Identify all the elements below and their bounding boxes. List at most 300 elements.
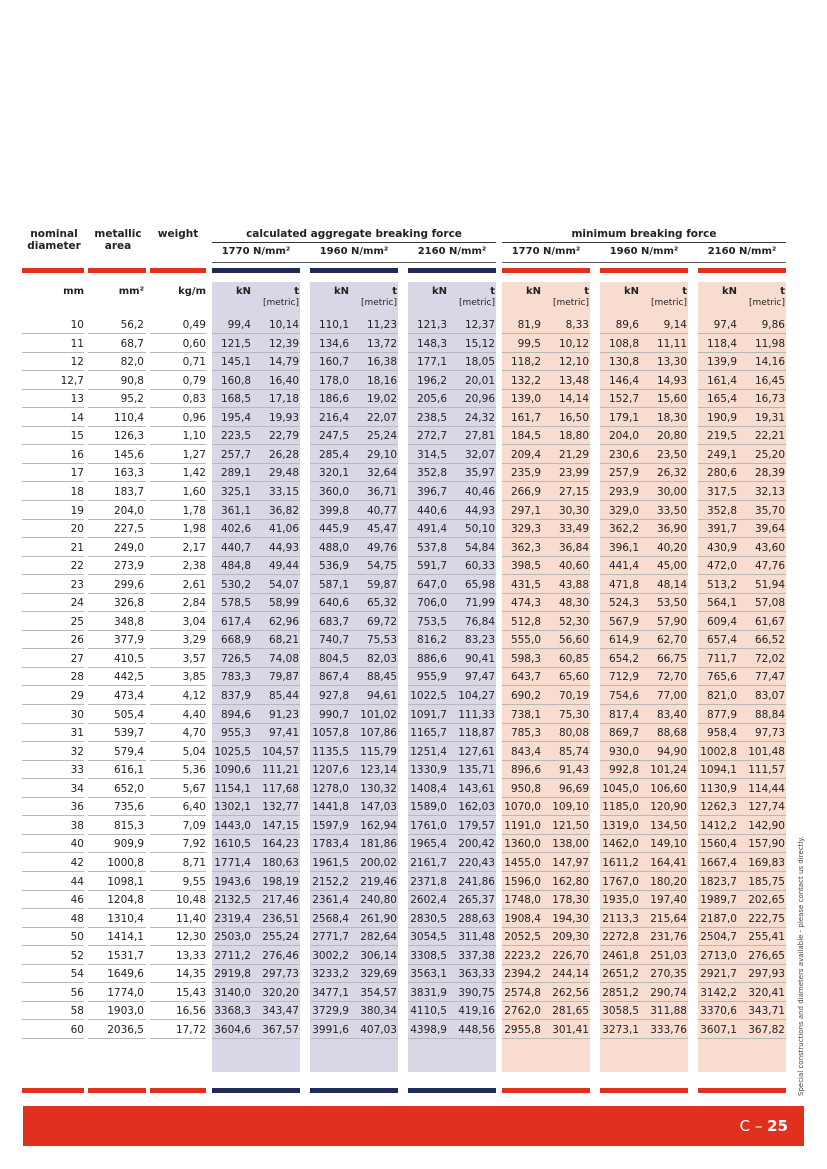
grade-calc-rule	[212, 262, 496, 263]
cell-diameter: 22	[70, 560, 84, 573]
unit-t-min-1960: t	[682, 286, 687, 297]
cell-calc-2160-t: 15,12	[464, 337, 495, 350]
page-number-prefix: C –	[739, 1117, 768, 1135]
cell-min-2160-t: 297,93	[748, 968, 785, 981]
cell-calc-2160-kn: 1761,0	[410, 819, 447, 832]
cell-calc-2160-t: 179,57	[458, 819, 495, 832]
cell-min-1770-kn: 2052,5	[504, 931, 541, 944]
cell-min-1960-kn: 2461,8	[602, 949, 639, 962]
cell-calc-1770-kn: 2919,8	[214, 968, 251, 981]
cell-calc-1770-t: 62,96	[268, 615, 299, 628]
cell-min-1770-t: 8,33	[565, 319, 589, 331]
cell-weight: 7,09	[182, 819, 206, 832]
cell-min-1960-kn: 1462,0	[602, 838, 639, 851]
footer-bar	[23, 1106, 804, 1146]
cell-min-1770-t: 48,30	[558, 597, 589, 610]
unit-kn-min-2160: kN	[721, 286, 737, 297]
cell-calc-1960-kn: 804,5	[318, 652, 349, 665]
table-row	[0, 780, 827, 798]
cell-calc-1960-t: 94,61	[366, 690, 397, 702]
cell-calc-1770-t: 22,79	[268, 430, 299, 443]
cell-weight: 5,36	[182, 764, 206, 777]
cell-min-2160-t: 88,84	[754, 708, 785, 721]
cell-min-2160-kn: 3370,6	[700, 1005, 737, 1018]
table-row	[0, 335, 827, 353]
cell-min-1960-kn: 329,0	[608, 504, 639, 517]
cell-min-2160-t: 66,52	[754, 634, 785, 647]
cell-diameter: 42	[70, 856, 84, 869]
cell-calc-1770-kn: 783,3	[220, 671, 251, 684]
table-row	[0, 409, 827, 427]
cell-min-2160-t: 276,65	[748, 949, 785, 962]
cell-calc-1960-t: 101,02	[360, 708, 397, 721]
cell-calc-1960-kn: 990,7	[318, 708, 349, 721]
bar-top-calc-2160	[408, 268, 496, 273]
cell-area: 299,6	[113, 578, 144, 591]
cell-calc-1770-kn: 160,8	[220, 374, 251, 387]
cell-calc-2160-t: 50,10	[464, 523, 495, 536]
cell-min-2160-t: 22,21	[754, 430, 785, 443]
bar-bottom-calc-1770	[212, 1088, 300, 1093]
cell-calc-1770-kn: 837,9	[220, 690, 251, 702]
cell-calc-1960-t: 82,03	[366, 652, 397, 665]
cell-calc-1960-kn: 683,7	[318, 615, 349, 628]
cell-diameter: 46	[70, 894, 84, 907]
cell-min-1960-t: 18,30	[656, 411, 687, 424]
cell-min-2160-t: 367,82	[748, 1023, 785, 1036]
cell-calc-2160-t: 18,05	[464, 356, 495, 369]
cell-calc-1770-kn: 1943,6	[214, 875, 251, 888]
cell-min-2160-t: 57,08	[754, 597, 785, 610]
cell-min-1770-t: 147,97	[552, 856, 589, 869]
cell-weight: 13,33	[175, 949, 206, 962]
cell-calc-2160-kn: 537,8	[416, 541, 447, 554]
cell-calc-1770-kn: 121,5	[220, 337, 251, 350]
cell-calc-1770-t: 68,21	[268, 634, 299, 647]
cell-min-2160-kn: 2921,7	[700, 968, 737, 981]
cell-calc-1770-kn: 1154,1	[214, 782, 251, 795]
cell-calc-1770-kn: 2503,0	[214, 931, 251, 944]
cell-min-1770-kn: 598,3	[510, 652, 541, 665]
cell-calc-2160-t: 20,96	[464, 393, 495, 406]
cell-diameter: 50	[70, 931, 84, 944]
cell-calc-2160-t: 71,99	[464, 597, 495, 610]
cell-area: 249,0	[113, 541, 144, 554]
cell-calc-2160-t: 135,71	[458, 764, 495, 777]
cell-min-1960-t: 94,90	[656, 745, 687, 758]
cell-calc-1960-t: 29,10	[366, 448, 397, 461]
cell-diameter: 14	[70, 411, 84, 424]
table-row	[0, 576, 827, 594]
row-divider	[310, 1038, 398, 1039]
cell-weight: 1,42	[182, 467, 206, 480]
cell-calc-1960-kn: 1278,0	[312, 782, 349, 795]
cell-calc-1770-kn: 3368,3	[214, 1005, 251, 1018]
row-divider	[408, 1038, 496, 1039]
table-row	[0, 947, 827, 965]
cell-min-1770-t: 40,60	[558, 560, 589, 573]
cell-calc-1960-kn: 2361,4	[312, 894, 349, 907]
cell-calc-1960-t: 282,64	[360, 931, 397, 944]
cell-weight: 5,04	[182, 745, 206, 758]
cell-calc-1770-t: 320,20	[262, 986, 299, 999]
cell-calc-1960-kn: 285,4	[318, 448, 349, 461]
cell-min-2160-kn: 564,1	[706, 597, 737, 610]
cell-min-2160-kn: 2504,7	[700, 931, 737, 944]
table-row	[0, 427, 827, 445]
cell-calc-2160-kn: 148,3	[416, 337, 447, 350]
cell-min-1770-t: 21,29	[558, 448, 589, 461]
cell-weight: 4,12	[182, 690, 206, 702]
cell-weight: 0,49	[182, 319, 206, 331]
cell-calc-1960-t: 22,07	[366, 411, 397, 424]
cell-min-1960-t: 251,03	[650, 949, 687, 962]
cell-calc-2160-t: 76,84	[464, 615, 495, 628]
cell-min-1960-t: 72,70	[656, 671, 687, 684]
cell-calc-2160-kn: 816,2	[416, 634, 447, 647]
cell-calc-1770-kn: 361,1	[220, 504, 251, 517]
cell-min-1960-kn: 754,6	[608, 690, 639, 702]
cell-diameter: 56	[70, 986, 84, 999]
cell-min-1960-kn: 2272,8	[602, 931, 639, 944]
cell-area: 68,7	[120, 337, 144, 350]
bar-bottom-calc-2160	[408, 1088, 496, 1093]
cell-calc-1770-t: 26,28	[268, 448, 299, 461]
cell-min-1960-t: 290,74	[650, 986, 687, 999]
cell-min-1770-kn: 235,9	[510, 467, 541, 480]
cell-min-1960-kn: 3273,1	[602, 1023, 639, 1036]
cell-min-2160-kn: 161,4	[706, 374, 737, 387]
cell-calc-1770-t: 367,57	[262, 1023, 299, 1036]
cell-min-2160-t: 14,16	[754, 356, 785, 369]
cell-weight: 1,78	[182, 504, 206, 517]
cell-min-1770-t: 301,41	[552, 1023, 589, 1036]
cell-min-2160-kn: 165,4	[706, 393, 737, 406]
cell-weight: 17,72	[175, 1023, 206, 1036]
grade-min-1770: 1770 N/mm²	[511, 246, 581, 257]
cell-calc-2160-kn: 3308,5	[410, 949, 447, 962]
header-area-line1: metallic	[94, 228, 142, 240]
cell-calc-1960-kn: 1961,5	[312, 856, 349, 869]
bar-bottom-calc-1960	[310, 1088, 398, 1093]
table-row	[0, 557, 827, 575]
cell-min-1960-t: 57,90	[656, 615, 687, 628]
cell-calc-1770-kn: 3140,0	[214, 986, 251, 999]
header-weight-line1: weight	[157, 228, 199, 240]
cell-calc-1770-kn: 99,4	[227, 319, 251, 331]
unit-t-calc-1770: t	[294, 286, 299, 297]
cell-calc-2160-kn: 3563,1	[410, 968, 447, 981]
table-row	[0, 539, 827, 557]
cell-area: 90,8	[120, 374, 144, 387]
cell-min-1960-t: 20,80	[656, 430, 687, 443]
cell-calc-2160-t: 143,61	[458, 782, 495, 795]
page-number	[740, 1117, 788, 1135]
cell-diameter: 28	[70, 671, 84, 684]
cell-area: 82,0	[120, 356, 144, 369]
bar-top-calc-1770	[212, 268, 300, 273]
cell-diameter: 21	[70, 541, 84, 554]
cell-calc-1770-kn: 440,7	[220, 541, 251, 554]
cell-min-1770-kn: 81,9	[517, 319, 541, 331]
cell-calc-1960-t: 181,86	[360, 838, 397, 851]
cell-calc-1770-t: 85,44	[268, 690, 299, 702]
cell-weight: 4,40	[182, 708, 206, 721]
row-divider	[212, 1038, 300, 1039]
cell-weight: 7,92	[182, 838, 206, 851]
cell-min-1960-t: 30,00	[656, 485, 687, 498]
cell-min-1770-t: 30,30	[558, 504, 589, 517]
table-row	[0, 706, 827, 724]
cell-min-2160-kn: 1989,7	[700, 894, 737, 907]
cell-min-1770-t: 209,30	[552, 931, 589, 944]
cell-diameter: 54	[70, 968, 84, 981]
cell-min-1960-kn: 869,7	[608, 727, 639, 740]
cell-weight: 0,60	[182, 337, 206, 350]
table-row	[0, 984, 827, 1002]
cell-area: 735,6	[113, 801, 144, 814]
cell-calc-2160-t: 83,23	[464, 634, 495, 647]
cell-min-2160-t: 157,90	[748, 838, 785, 851]
cell-diameter: 10	[70, 319, 84, 331]
cell-area: 652,0	[113, 782, 144, 795]
cell-min-1960-kn: 1767,0	[602, 875, 639, 888]
cell-min-2160-kn: 219,5	[706, 430, 737, 443]
cell-min-1960-t: 9,14	[663, 319, 687, 331]
cell-calc-2160-kn: 591,7	[416, 560, 447, 573]
cell-calc-2160-t: 127,61	[458, 745, 495, 758]
cell-min-1770-kn: 643,7	[510, 671, 541, 684]
cell-min-1770-kn: 297,1	[510, 504, 541, 517]
unit-kn-calc-2160: kN	[431, 286, 447, 297]
cell-diameter: 16	[70, 448, 84, 461]
bar-bottom-weight	[150, 1088, 206, 1093]
cell-min-2160-kn: 1002,8	[700, 745, 737, 758]
cell-calc-1960-kn: 320,1	[318, 467, 349, 480]
cell-calc-1960-kn: 587,1	[318, 578, 349, 591]
cell-diameter: 38	[70, 819, 84, 832]
cell-min-1770-kn: 209,4	[510, 448, 541, 461]
cell-calc-1960-t: 19,02	[366, 393, 397, 406]
cell-calc-1770-t: 198,19	[262, 875, 299, 888]
cell-min-1770-kn: 1748,0	[504, 894, 541, 907]
cell-diameter: 30	[70, 708, 84, 721]
cell-calc-1770-kn: 530,2	[220, 578, 251, 591]
cell-min-1960-kn: 146,4	[608, 374, 639, 387]
cell-weight: 3,85	[182, 671, 206, 684]
cell-area: 1000,8	[107, 856, 144, 869]
cell-calc-2160-kn: 1589,0	[410, 801, 447, 814]
cell-diameter: 36	[70, 801, 84, 814]
cell-calc-2160-kn: 205,6	[416, 393, 447, 406]
bar-top-weight	[150, 268, 206, 273]
table-row	[0, 520, 827, 538]
cell-min-2160-t: 39,64	[754, 523, 785, 536]
cell-diameter: 52	[70, 949, 84, 962]
cell-calc-2160-t: 65,98	[464, 578, 495, 591]
bar-top-min-1770	[502, 268, 590, 273]
cell-calc-1960-t: 219,46	[360, 875, 397, 888]
cell-min-1960-kn: 567,9	[608, 615, 639, 628]
cell-calc-2160-kn: 3831,9	[410, 986, 447, 999]
cell-calc-1960-t: 306,14	[360, 949, 397, 962]
cell-min-2160-t: 111,57	[748, 764, 785, 777]
cell-min-1770-t: 262,56	[552, 986, 589, 999]
cell-min-1770-t: 244,14	[552, 968, 589, 981]
cell-min-1770-kn: 738,1	[510, 708, 541, 721]
row-divider	[698, 1038, 786, 1039]
cell-area: 442,5	[113, 671, 144, 684]
cell-weight: 1,98	[182, 523, 206, 536]
cell-weight: 9,55	[182, 875, 206, 888]
cell-min-2160-t: 61,67	[754, 615, 785, 628]
cell-min-1770-kn: 896,6	[510, 764, 541, 777]
unit-metric-min-1770: [metric]	[552, 298, 589, 308]
cell-min-1770-kn: 431,5	[510, 578, 541, 591]
cell-area: 204,0	[113, 504, 144, 517]
cell-min-1770-kn: 1070,0	[504, 801, 541, 814]
cell-min-2160-kn: 280,6	[706, 467, 737, 480]
cell-calc-1960-t: 200,02	[360, 856, 397, 869]
cell-weight: 3,04	[182, 615, 206, 628]
cell-min-1960-t: 15,60	[656, 393, 687, 406]
grade-calc-2160: 2160 N/mm²	[417, 246, 487, 257]
cell-min-1770-t: 52,30	[558, 615, 589, 628]
cell-area: 273,9	[113, 560, 144, 573]
cell-calc-1960-t: 147,03	[360, 801, 397, 814]
cell-calc-1770-t: 111,21	[262, 764, 299, 777]
cell-min-2160-kn: 472,0	[706, 560, 737, 573]
cell-weight: 0,83	[182, 393, 206, 406]
cell-min-2160-kn: 2187,0	[700, 912, 737, 925]
cell-min-1960-t: 101,24	[650, 764, 687, 777]
cell-calc-2160-t: 311,48	[458, 931, 495, 944]
cell-calc-1770-t: 343,47	[262, 1005, 299, 1018]
cell-calc-1960-t: 130,32	[360, 782, 397, 795]
cell-min-2160-kn: 1667,4	[700, 856, 737, 869]
cell-calc-1770-kn: 223,5	[220, 430, 251, 443]
table-row	[0, 687, 827, 705]
bar-bottom-area	[88, 1088, 146, 1093]
table-row	[0, 873, 827, 891]
unit-kn-min-1960: kN	[623, 286, 639, 297]
cell-weight: 0,96	[182, 411, 206, 424]
table-row	[0, 464, 827, 482]
cell-min-2160-t: 127,74	[748, 801, 785, 814]
unit-t-min-1770: t	[584, 286, 589, 297]
cell-calc-1770-kn: 668,9	[220, 634, 251, 647]
cell-calc-2160-t: 27,81	[464, 430, 495, 443]
cell-calc-1960-kn: 536,9	[318, 560, 349, 573]
cell-calc-1770-t: 16,40	[268, 374, 299, 387]
cell-calc-1770-kn: 145,1	[220, 356, 251, 369]
cell-weight: 14,35	[175, 968, 206, 981]
cell-area: 377,9	[113, 634, 144, 647]
row-divider	[502, 1038, 590, 1039]
cell-area: 505,4	[113, 708, 144, 721]
cell-min-1960-kn: 2851,2	[602, 986, 639, 999]
cell-min-1770-t: 91,43	[558, 764, 589, 777]
cell-calc-1770-kn: 195,4	[220, 411, 251, 424]
cell-min-2160-kn: 430,9	[706, 541, 737, 554]
cell-min-1960-kn: 471,8	[608, 578, 639, 591]
cell-min-1770-kn: 1191,0	[504, 819, 541, 832]
cell-min-1770-kn: 132,2	[510, 374, 541, 387]
cell-min-1960-kn: 230,6	[608, 448, 639, 461]
cell-min-1770-kn: 785,3	[510, 727, 541, 740]
unit-metric-calc-1770: [metric]	[262, 298, 299, 308]
cell-calc-1770-t: 36,82	[268, 504, 299, 517]
cell-calc-2160-kn: 352,8	[416, 467, 447, 480]
cell-area: 110,4	[113, 411, 144, 424]
cell-min-1770-kn: 1908,4	[504, 912, 541, 925]
cell-weight: 5,67	[182, 782, 206, 795]
cell-min-1960-kn: 89,6	[615, 319, 639, 331]
cell-diameter: 15	[70, 430, 84, 443]
cell-calc-2160-t: 35,97	[464, 467, 495, 480]
cell-min-2160-t: 32,13	[754, 485, 785, 498]
cell-min-2160-t: 9,86	[761, 319, 785, 331]
cell-min-1770-kn: 2223,2	[504, 949, 541, 962]
cell-calc-1770-t: 54,07	[268, 578, 299, 591]
cell-min-2160-kn: 657,4	[706, 634, 737, 647]
cell-calc-1960-kn: 399,8	[318, 504, 349, 517]
cell-diameter: 12	[70, 356, 84, 369]
cell-diameter: 44	[70, 875, 84, 888]
cell-calc-2160-t: 111,33	[458, 708, 495, 721]
cell-weight: 15,43	[175, 986, 206, 999]
cell-min-1960-kn: 614,9	[608, 634, 639, 647]
cell-min-2160-t: 169,83	[748, 856, 785, 869]
cell-calc-1960-kn: 927,8	[318, 690, 349, 702]
cell-calc-2160-t: 162,03	[458, 801, 495, 814]
cell-calc-2160-t: 200,42	[458, 838, 495, 851]
cell-weight: 12,30	[175, 931, 206, 944]
cell-calc-1770-kn: 617,4	[220, 615, 251, 628]
cell-min-1960-kn: 2651,2	[602, 968, 639, 981]
cell-calc-1960-kn: 178,0	[318, 374, 349, 387]
cell-calc-1960-kn: 740,7	[318, 634, 349, 647]
cell-min-2160-kn: 3142,2	[700, 986, 737, 999]
cell-diameter: 12,7	[60, 374, 84, 387]
cell-min-2160-kn: 958,4	[706, 727, 737, 740]
cell-calc-1960-kn: 216,4	[318, 411, 349, 424]
cell-min-1960-kn: 441,4	[608, 560, 639, 573]
cell-area: 145,6	[113, 448, 144, 461]
cell-area: 473,4	[113, 690, 144, 702]
cell-min-1770-t: 194,30	[552, 912, 589, 925]
cell-min-1960-kn: 152,7	[608, 393, 639, 406]
cell-weight: 2,17	[182, 541, 206, 554]
cell-min-2160-t: 320,41	[748, 986, 785, 999]
cell-min-1770-kn: 2574,8	[504, 986, 541, 999]
cell-weight: 6,40	[182, 801, 206, 814]
cell-calc-1770-t: 217,46	[262, 894, 299, 907]
bar-top-min-1960	[600, 268, 688, 273]
bar-top-calc-1960	[310, 268, 398, 273]
cell-calc-2160-t: 104,27	[458, 690, 495, 702]
cell-min-2160-t: 35,70	[754, 504, 785, 517]
cell-calc-2160-kn: 177,1	[416, 356, 447, 369]
cell-calc-2160-kn: 1022,5	[410, 690, 447, 702]
cell-min-1960-t: 180,20	[650, 875, 687, 888]
cell-min-1960-kn: 396,1	[608, 541, 639, 554]
bar-top-min-2160	[698, 268, 786, 273]
cell-calc-1770-kn: 402,6	[220, 523, 251, 536]
cell-calc-2160-kn: 314,5	[416, 448, 447, 461]
cell-calc-1770-t: 19,93	[268, 411, 299, 424]
cell-min-1770-kn: 2762,0	[504, 1005, 541, 1018]
